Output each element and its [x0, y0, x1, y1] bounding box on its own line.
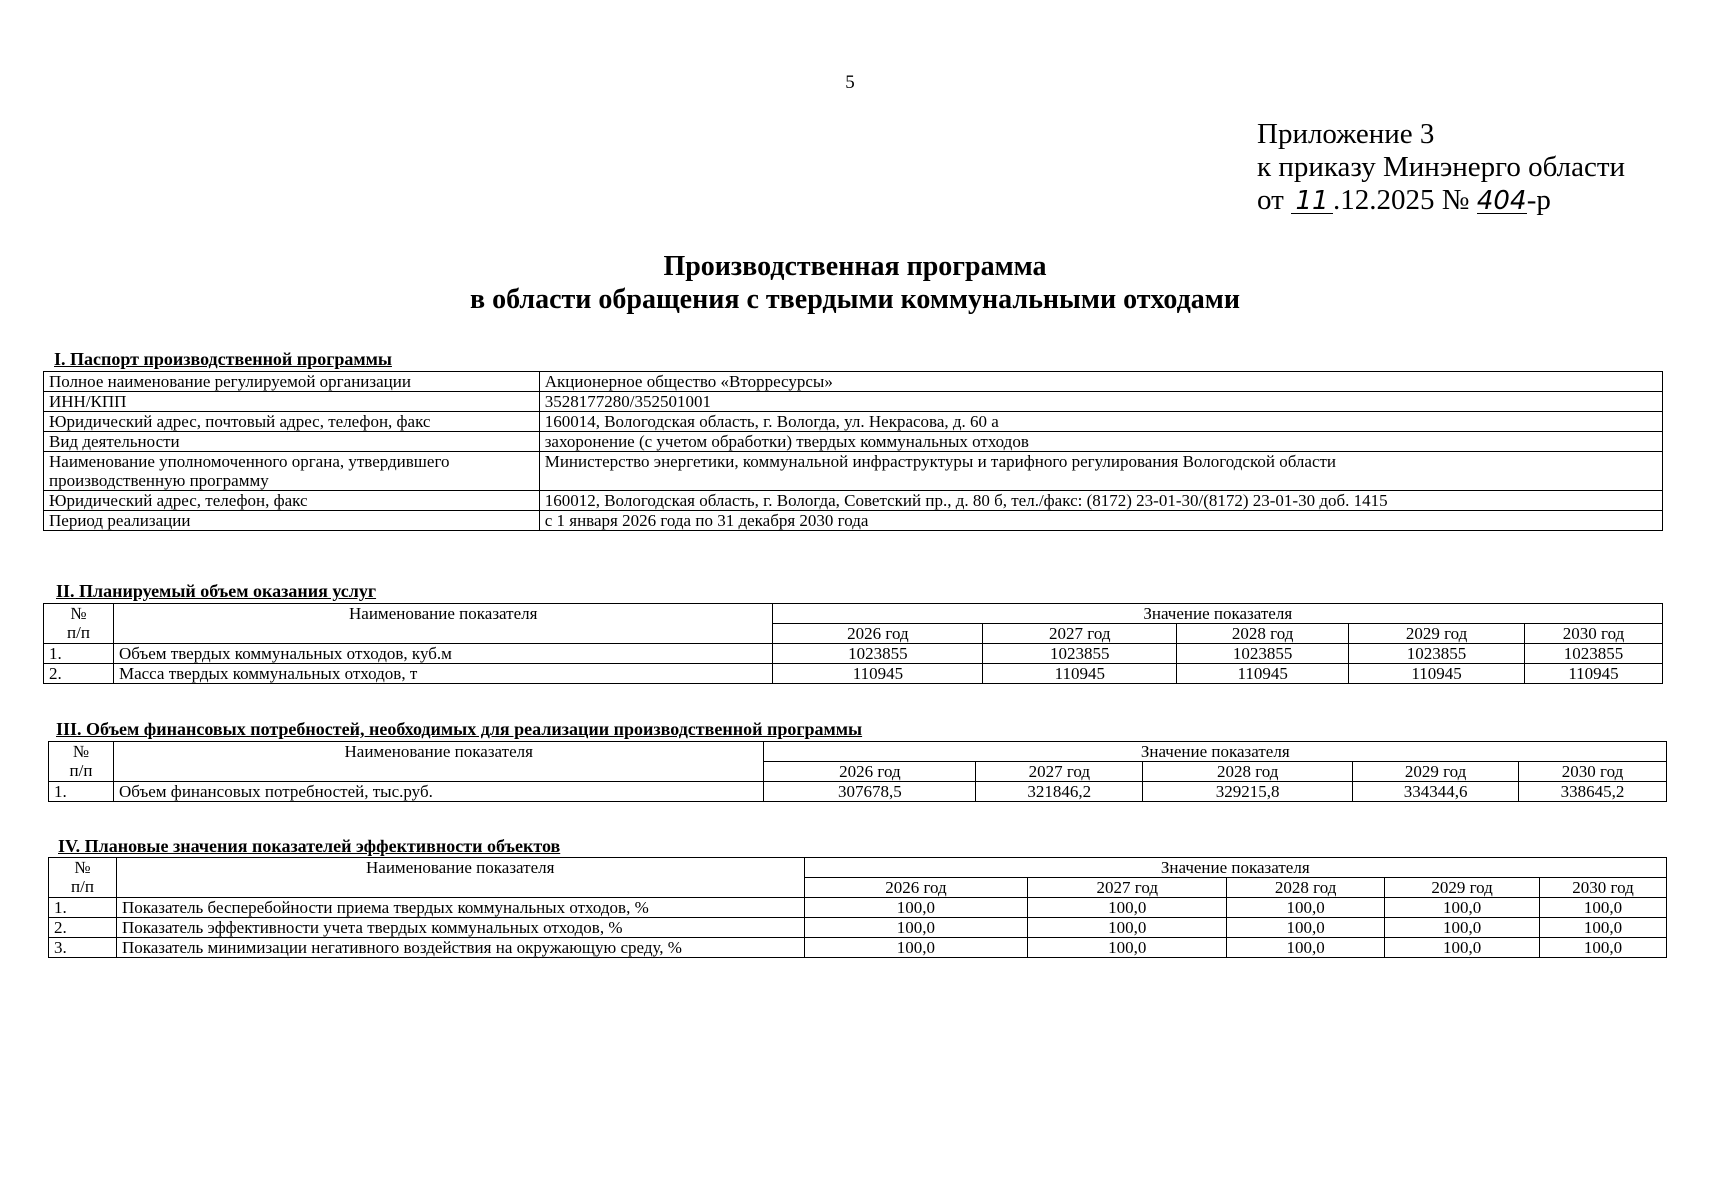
col-header-value: Значение показателя [773, 604, 1663, 624]
row-value: 110945 [1177, 664, 1349, 684]
handwritten-day: 11 [1291, 189, 1333, 214]
col-header-year: 2028 год [1143, 762, 1353, 782]
section-3-heading: III. Объем финансовых потребностей, необходимых для реализации производственной программы [56, 719, 863, 739]
passport-value: Министерство энергетики, коммунальной инфраструктуры и тарифного регулирования Вологодской области [539, 452, 1662, 491]
page-number: 5 [845, 72, 855, 93]
row-value: 100,0 [1227, 918, 1385, 938]
col-header-year: 2030 год [1540, 878, 1667, 898]
table-row [49, 898, 1667, 918]
col-header-number-line1: № [72, 742, 90, 761]
row-value: 110945 [983, 664, 1177, 684]
row-number: 1. [49, 782, 114, 802]
col-header-name: Наименование показателя [113, 604, 773, 644]
passport-label: Полное наименование регулируемой организации [44, 372, 540, 392]
row-indicator-name: Объем финансовых потребностей, тыс.руб. [113, 782, 764, 802]
row-value: 100,0 [1385, 918, 1540, 938]
col-header-number [49, 858, 117, 898]
passport-row [44, 511, 1663, 531]
row-indicator-name: Показатель бесперебойности приема твердых коммунальных отходов, % [116, 898, 804, 918]
table-row [44, 644, 1663, 664]
passport-label: Период реализации [44, 511, 540, 531]
appendix-block [1257, 118, 1625, 217]
col-header-year: 2026 год [773, 624, 983, 644]
col-header-number [49, 742, 114, 782]
col-header-name: Наименование показателя [113, 742, 764, 782]
col-header-value: Значение показателя [804, 858, 1667, 878]
row-value: 100,0 [1385, 938, 1540, 958]
col-header-year: 2026 год [764, 762, 976, 782]
col-header-value: Значение показателя [764, 742, 1667, 762]
row-value: 100,0 [1227, 898, 1385, 918]
col-header-number-line2: п/п [69, 761, 93, 780]
row-value: 100,0 [804, 918, 1028, 938]
row-value: 100,0 [1227, 938, 1385, 958]
row-value: 100,0 [1028, 918, 1227, 938]
col-header-number-line2: п/п [71, 877, 94, 896]
row-value: 307678,5 [764, 782, 976, 802]
services-volume-table [43, 603, 1663, 684]
col-header-year: 2028 год [1177, 624, 1349, 644]
passport-table [43, 371, 1663, 531]
appendix-line-2: к приказу Минэнерго области [1257, 151, 1626, 183]
passport-value: 3528177280/352501001 [539, 392, 1662, 412]
row-value: 100,0 [804, 898, 1028, 918]
row-value: 100,0 [1540, 918, 1667, 938]
col-header-number [44, 604, 114, 644]
row-value: 1023855 [1177, 644, 1349, 664]
col-header-year: 2026 год [804, 878, 1028, 898]
passport-label: Юридический адрес, телефон, факс [44, 491, 540, 511]
col-header-number-line1: № [70, 604, 87, 623]
title-line-2: в области обращения с твердыми коммунальными отходами [469, 284, 1240, 315]
passport-label: Вид деятельности [44, 432, 540, 452]
row-value: 1023855 [983, 644, 1177, 664]
row-value: 100,0 [1385, 898, 1540, 918]
col-header-name: Наименование показателя [116, 858, 804, 898]
passport-value: Акционерное общество «Вторресурсы» [539, 372, 1662, 392]
number-suffix: -р [1526, 184, 1551, 216]
passport-row [44, 491, 1663, 511]
date-rest: .12.2025 № [1333, 184, 1470, 216]
row-value: 100,0 [1028, 898, 1227, 918]
row-indicator-name: Объем твердых коммунальных отходов, куб.м [113, 644, 773, 664]
title-line-1: Производственная программа [663, 251, 1047, 282]
passport-value: 160012, Вологодская область, г. Вологда, Советский пр., д. 80 б, тел./факс: (8172) 23-01-30/(8172) 23-01-30 доб. 1415 [539, 491, 1662, 511]
col-header-number-line1: № [74, 858, 91, 877]
passport-value: с 1 января 2026 года по 31 декабря 2030 года [539, 511, 1662, 531]
appendix-line-1: Приложение 3 [1257, 118, 1435, 150]
row-value: 100,0 [804, 938, 1028, 958]
passport-label: Наименование уполномоченного органа, утвердившего производственную программу [44, 452, 540, 491]
passport-value: 160014, Вологодская область, г. Вологда, ул. Некрасова, д. 60 а [539, 412, 1662, 432]
col-header-year: 2027 год [976, 762, 1143, 782]
passport-row [44, 412, 1663, 432]
row-value: 1023855 [1349, 644, 1525, 664]
col-header-number-line2: п/п [67, 623, 90, 642]
date-prefix: от [1257, 184, 1284, 216]
passport-row [44, 392, 1663, 412]
handwritten-number: 404 [1476, 186, 1527, 216]
section-4-heading: IV. Плановые значения показателей эффективности объектов [58, 836, 561, 856]
row-number: 2. [44, 664, 114, 684]
col-header-year: 2029 год [1353, 762, 1519, 782]
table-row [49, 782, 1667, 802]
row-indicator-name: Показатель эффективности учета твердых коммунальных отходов, % [116, 918, 804, 938]
row-indicator-name: Масса твердых коммунальных отходов, т [113, 664, 773, 684]
row-indicator-name: Показатель минимизации негативного воздействия на окружающую среду, % [116, 938, 804, 958]
table-row [44, 664, 1663, 684]
passport-row [44, 452, 1663, 491]
col-header-year: 2029 год [1349, 624, 1525, 644]
row-value: 110945 [1349, 664, 1525, 684]
row-number: 1. [44, 644, 114, 664]
row-value: 321846,2 [976, 782, 1143, 802]
row-number: 1. [49, 898, 117, 918]
passport-row [44, 372, 1663, 392]
row-value: 329215,8 [1143, 782, 1353, 802]
col-header-year: 2027 год [1028, 878, 1227, 898]
row-value: 110945 [1525, 664, 1663, 684]
section-2-heading: II. Планируемый объем оказания услуг [56, 581, 377, 601]
table-row [49, 918, 1667, 938]
col-header-year: 2030 год [1519, 762, 1667, 782]
row-value: 100,0 [1028, 938, 1227, 958]
document-title [0, 250, 1710, 316]
row-value: 338645,2 [1519, 782, 1667, 802]
passport-label: ИНН/КПП [44, 392, 540, 412]
row-value: 334344,6 [1353, 782, 1519, 802]
efficiency-indicators-table [48, 857, 1667, 958]
col-header-year: 2027 год [983, 624, 1177, 644]
section-1-heading: I. Паспорт производственной программы [54, 349, 392, 369]
row-value: 100,0 [1540, 938, 1667, 958]
passport-row [44, 432, 1663, 452]
col-header-year: 2028 год [1227, 878, 1385, 898]
col-header-year: 2030 год [1525, 624, 1663, 644]
row-value: 100,0 [1540, 898, 1667, 918]
row-number: 3. [49, 938, 117, 958]
passport-value: захоронение (с учетом обработки) твердых коммунальных отходов [539, 432, 1662, 452]
passport-label: Юридический адрес, почтовый адрес, телефон, факс [44, 412, 540, 432]
table-row [49, 938, 1667, 958]
col-header-year: 2029 год [1385, 878, 1540, 898]
row-value: 1023855 [773, 644, 983, 664]
row-value: 1023855 [1525, 644, 1663, 664]
row-number: 2. [49, 918, 117, 938]
appendix-date-line [1257, 184, 1625, 217]
row-value: 110945 [773, 664, 983, 684]
financial-needs-table [48, 741, 1667, 802]
